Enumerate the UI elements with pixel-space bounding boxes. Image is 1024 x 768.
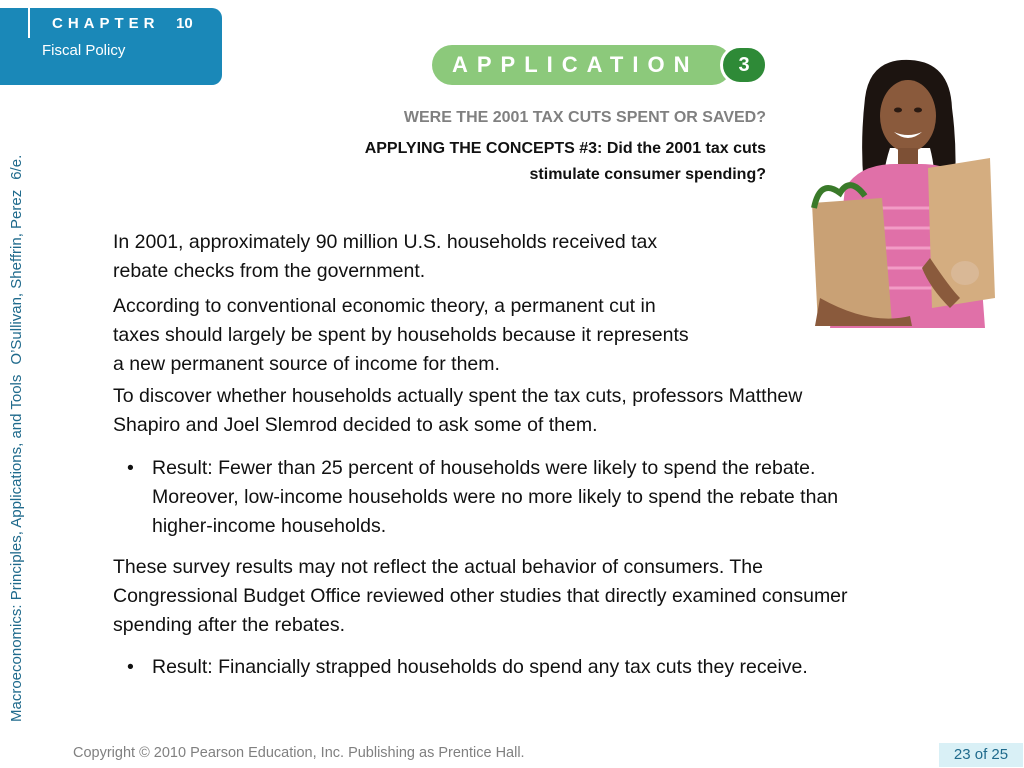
paragraph-line: a new permanent source of income for them. [113, 353, 500, 375]
concept-heading-line: stimulate consumer spending? [529, 166, 766, 183]
chapter-subtitle: Fiscal Policy [42, 42, 126, 59]
bullet-line: Result: Financially strapped households do spend any tax cuts they receive. [152, 656, 808, 678]
paragraph-line: taxes should largely be spent by households because it represents [113, 324, 689, 346]
paragraph-line: Congressional Budget Office reviewed other studies that directly examined consumer [113, 585, 848, 607]
question-heading: WERE THE 2001 TAX CUTS SPENT OR SAVED? [403, 109, 766, 126]
application-number-badge: 3 [720, 45, 768, 85]
chapter-tab-notch [28, 8, 30, 38]
bullet-line: higher-income households. [152, 515, 387, 537]
book-title: Macroeconomics: Principles, Applications, and Tools [8, 374, 25, 722]
paragraph-line: spending after the rebates. [113, 614, 345, 636]
bullet-line: Result: Fewer than 25 percent of households were likely to spend the rebate. [152, 457, 816, 479]
bullet-line: Moreover, low-income households were no more likely to spend the rebate than [152, 486, 839, 508]
paragraph-line: rebate checks from the government. [113, 260, 426, 282]
concept-heading-line: APPLYING THE CONCEPTS #3: Did the 2001 tax cuts [364, 140, 766, 157]
application-label: APPLICATION [452, 52, 699, 77]
result-bullet-survey [152, 454, 838, 541]
chapter-label: CHAPTER [52, 15, 160, 32]
concept-heading [246, 136, 766, 188]
paragraph-cbo [113, 553, 848, 640]
chapter-tab [0, 8, 222, 85]
paragraph-line: Shapiro and Joel Slemrod decided to ask some of them. [113, 414, 598, 436]
paragraph-rebate-checks [113, 228, 657, 286]
page-number: 23 of 25 [939, 743, 1023, 767]
chapter-number: 10 [176, 15, 193, 32]
paragraph-line: To discover whether households actually spent the tax cuts, professors Matthew [113, 385, 803, 407]
paragraph-line: According to conventional economic theory, a permanent cut in [113, 295, 656, 317]
paragraph-economic-theory [113, 292, 689, 379]
paragraph-line: These survey results may not reflect the actual behavior of consumers. The [113, 556, 763, 578]
result-bullet-cbo [152, 653, 808, 682]
book-authors: O’Sullivan, Sheffrin, Perez [8, 189, 25, 365]
paragraph-survey [113, 382, 802, 440]
side-credit [8, 52, 25, 722]
shopper-photo [810, 58, 995, 328]
bullet-marker: • [127, 457, 134, 479]
copyright-footer: Copyright © 2010 Pearson Education, Inc. Publishing as Prentice Hall. [73, 745, 525, 761]
paragraph-line: In 2001, approximately 90 million U.S. households received tax [113, 231, 658, 253]
application-banner [432, 45, 732, 85]
bullet-marker: • [127, 656, 134, 678]
book-edition: 6/e. [8, 154, 25, 180]
